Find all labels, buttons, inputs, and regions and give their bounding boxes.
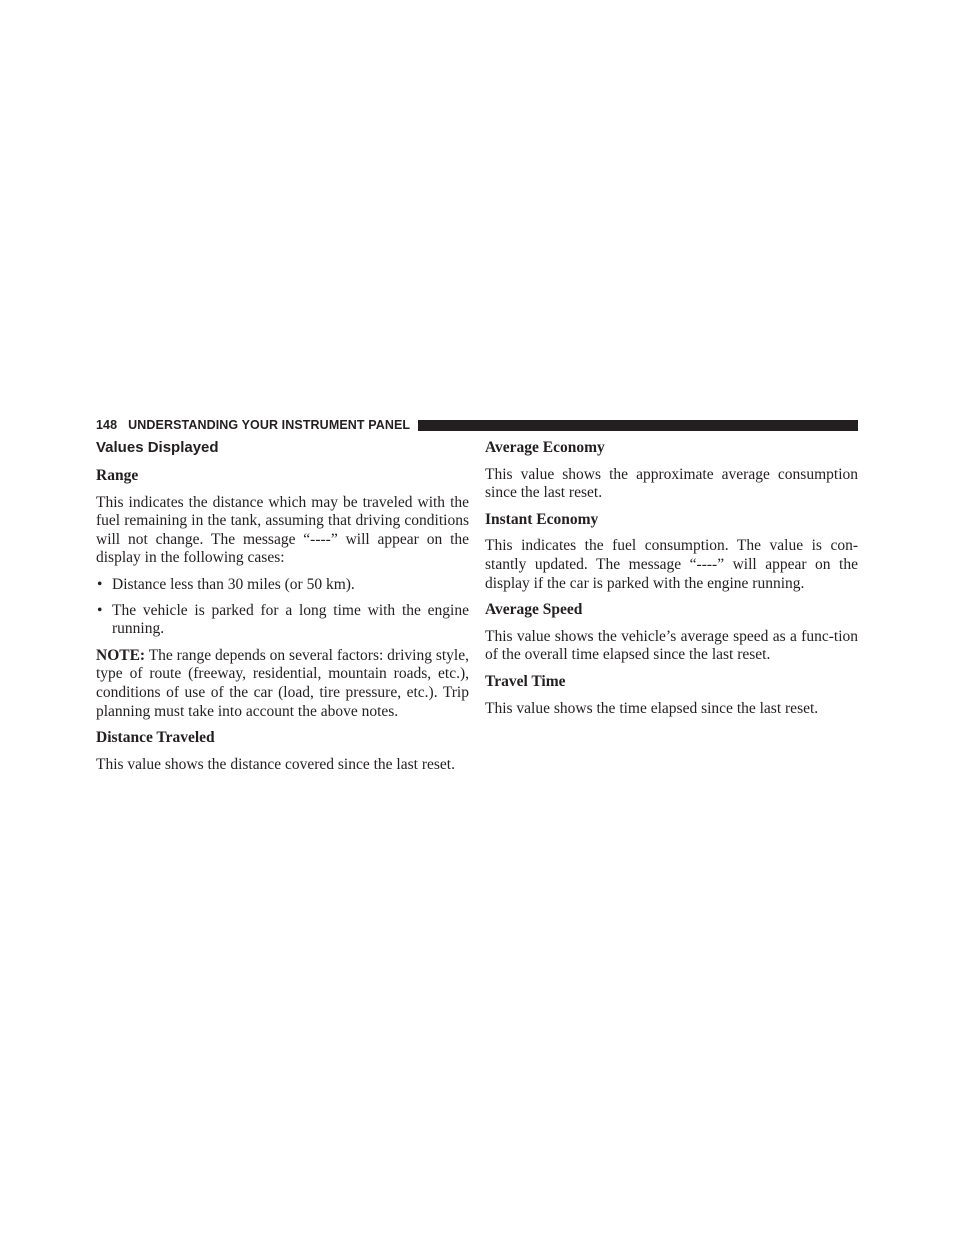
average-speed-paragraph: This value shows the vehicle’s average speed as a func-tion of the overall time elapsed since the last reset. [485, 627, 858, 664]
bullet-text: The vehicle is parked for a long time with the engine running. [112, 601, 469, 638]
distance-traveled-paragraph: This value shows the distance covered since the last reset. [96, 755, 455, 773]
header-rule-bar [418, 420, 858, 431]
left-column [96, 436, 469, 782]
range-bullet-list [96, 576, 469, 639]
travel-time-heading: Travel Time [485, 672, 566, 690]
note-text: The range depends on several factors: driving style, type of route (freeway, residential, mountain roads, etc.), conditions of use of the car (load, tire pressure, etc.). Trip planning must take into account the above notes. [96, 646, 469, 720]
instant-economy-heading: Instant Economy [485, 510, 599, 528]
note-label: NOTE: [96, 646, 146, 664]
travel-time-paragraph: This value shows the time elapsed since the last reset. [485, 699, 819, 717]
bullet-text: Distance less than 30 miles (or 50 km). [112, 575, 355, 593]
average-speed-heading: Average Speed [485, 601, 583, 619]
section-title: UNDERSTANDING YOUR INSTRUMENT PANEL [128, 418, 411, 432]
bullet-icon: • [97, 575, 103, 593]
range-paragraph: This indicates the distance which may be traveled with the fuel remaining in the tank, assuming that driving conditions will not change. The message “----” will appear on the display in the following cases: [96, 493, 469, 567]
distance-traveled-heading: Distance Traveled [96, 729, 215, 747]
range-heading: Range [96, 467, 139, 484]
average-economy-heading: Average Economy [485, 439, 605, 456]
average-economy-paragraph: This value shows the approximate average consumption since the last reset. [485, 465, 858, 502]
values-displayed-heading: Values Displayed [96, 439, 219, 456]
right-column [485, 436, 858, 726]
range-note [96, 647, 469, 721]
page-number: 148 [96, 418, 118, 432]
instant-economy-paragraph: This indicates the fuel consumption. The value is con-stantly updated. The message “----” will appear on the display if the car is parked with the engine running. [485, 537, 858, 592]
page-header [96, 417, 858, 433]
bullet-icon: • [97, 601, 103, 619]
list-item [96, 576, 469, 595]
list-item [96, 602, 469, 639]
